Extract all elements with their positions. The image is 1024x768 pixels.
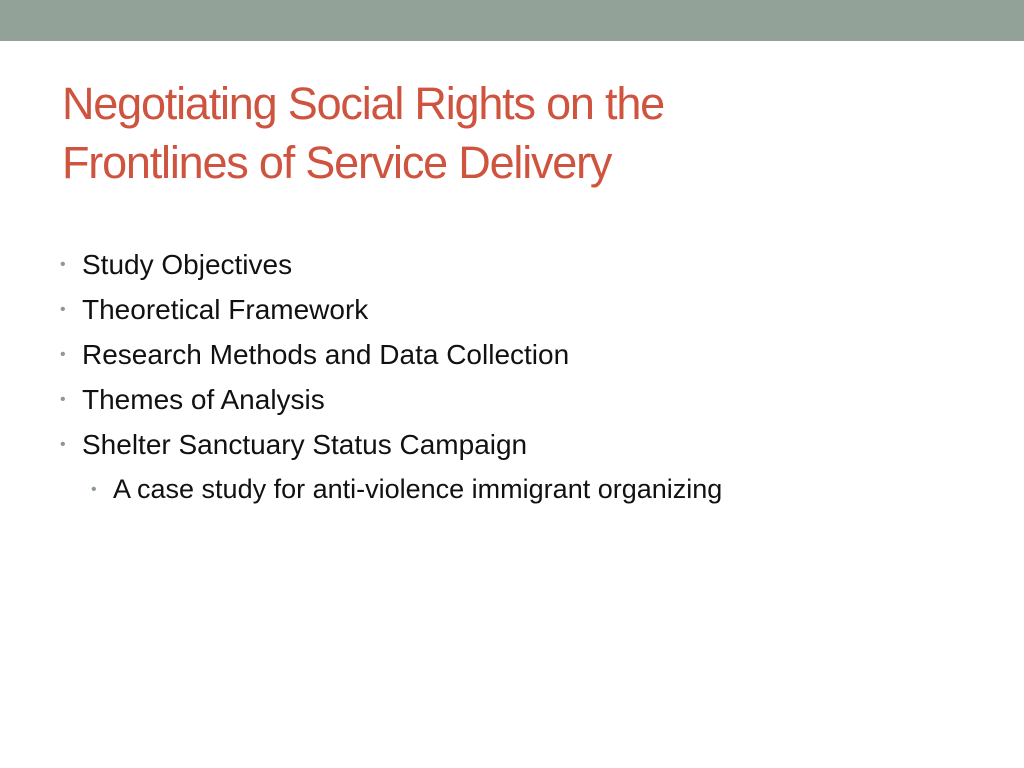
bullet-item: [60, 287, 960, 332]
title-line-2: Frontlines of Service Delivery: [62, 137, 612, 188]
slide-title: [62, 74, 962, 192]
bullet-text: Theoretical Framework: [82, 294, 369, 325]
bullet-dot-icon: •: [60, 436, 66, 453]
bullet-text: Research Methods and Data Collection: [82, 339, 570, 370]
bullet-dot-icon: •: [91, 481, 97, 498]
bullet-text: Study Objectives: [82, 249, 293, 280]
title-line-1: Negotiating Social Rights on the: [62, 78, 664, 129]
bullet-dot-icon: •: [60, 391, 66, 408]
sub-bullet-item: [91, 467, 960, 512]
bullet-item: [60, 242, 960, 287]
bullet-dot-icon: •: [60, 301, 66, 318]
bullet-item: [60, 422, 960, 467]
bullet-dot-icon: •: [60, 256, 66, 273]
bullet-list: [60, 242, 960, 512]
bullet-text: Themes of Analysis: [82, 384, 325, 415]
sub-bullet-text: A case study for anti-violence immigrant organizing: [113, 474, 723, 504]
bullet-item: [60, 377, 960, 422]
bullet-dot-icon: •: [60, 346, 66, 363]
bullet-item: [60, 332, 960, 377]
bullet-text: Shelter Sanctuary Status Campaign: [82, 429, 528, 460]
top-accent-band: [0, 0, 1024, 41]
